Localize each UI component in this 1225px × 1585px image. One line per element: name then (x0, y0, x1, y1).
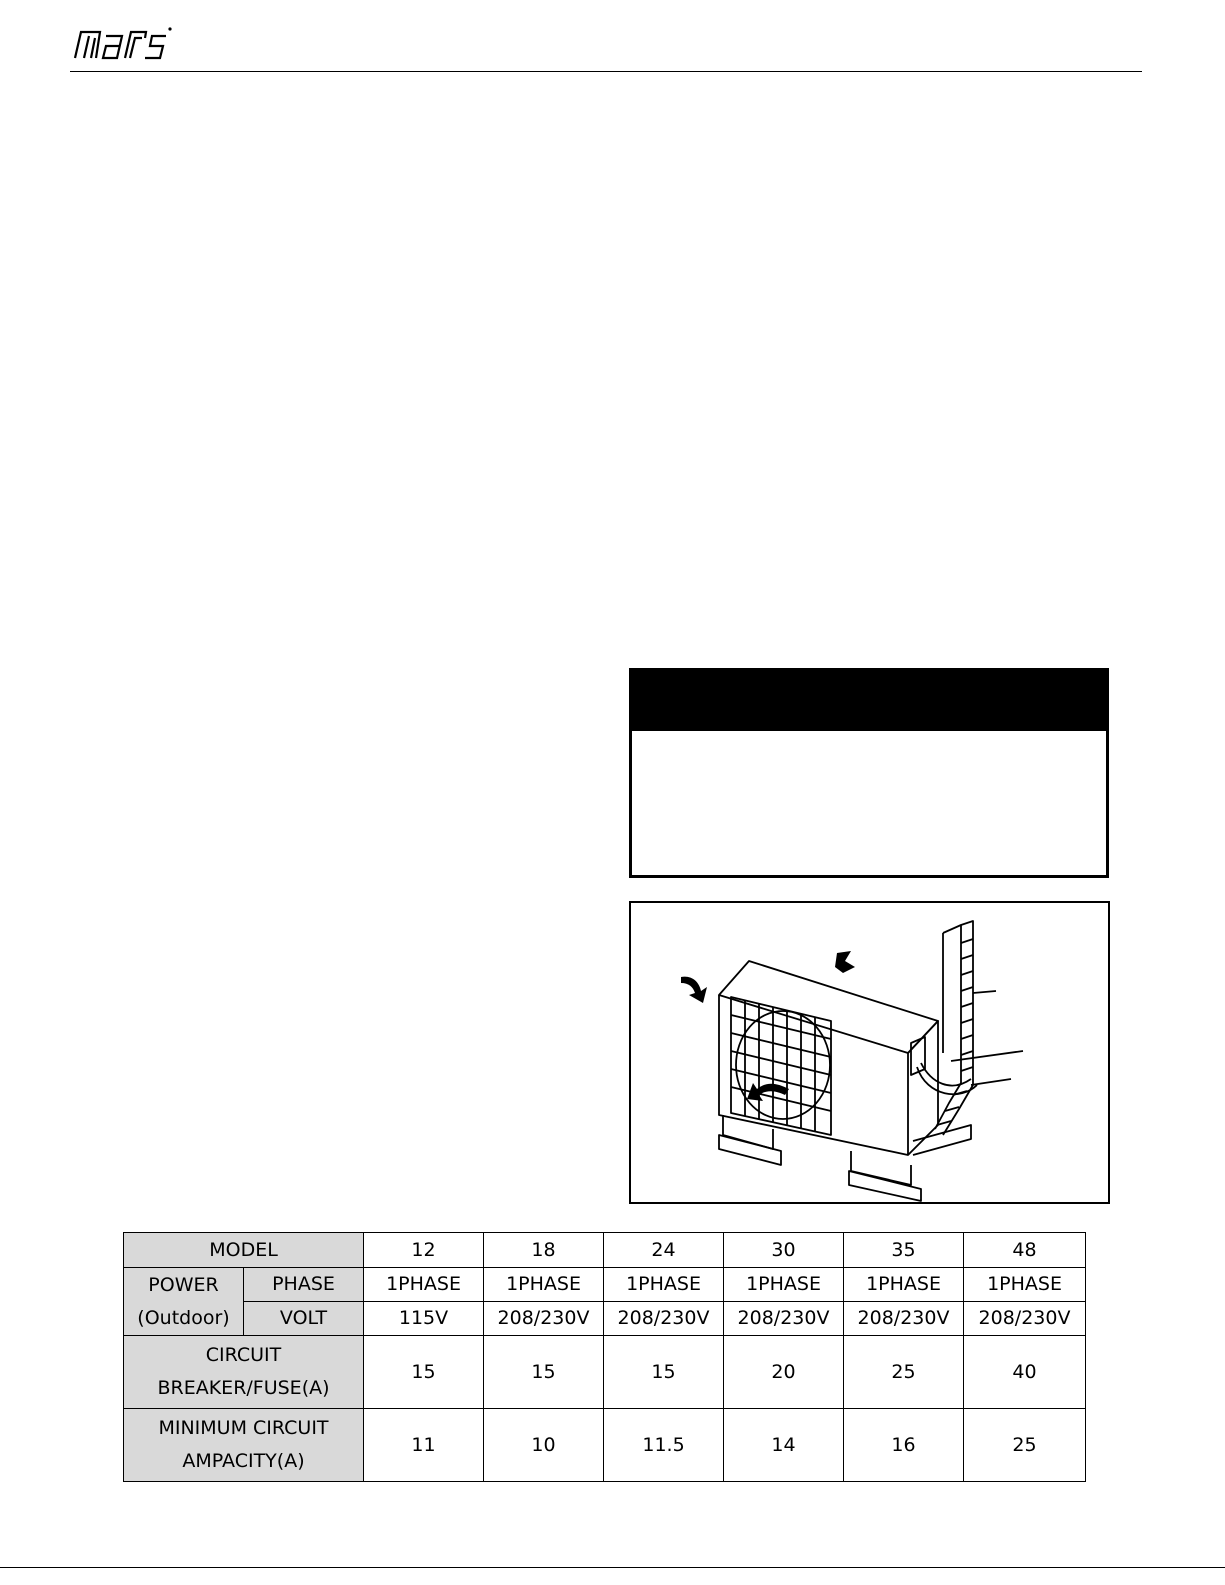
warning-box (629, 668, 1109, 878)
power-label-line2: (Outdoor) (137, 1306, 230, 1329)
model-cell: 48 (964, 1233, 1086, 1268)
breaker-label-line1: CIRCUIT (205, 1344, 282, 1366)
model-cell: 24 (604, 1233, 724, 1268)
volt-cell: 208/230V (724, 1302, 844, 1336)
volt-cell: 208/230V (844, 1302, 964, 1336)
mca-cell: 14 (724, 1409, 844, 1482)
breaker-cell: 15 (484, 1336, 604, 1409)
table-row (124, 1233, 1086, 1268)
header-rule (70, 71, 1142, 72)
power-label-line1: POWER (148, 1273, 219, 1296)
breaker-label-line2: BREAKER/FUSE(A) (157, 1377, 330, 1399)
mca-cell: 11.5 (604, 1409, 724, 1482)
volt-cell: 208/230V (964, 1302, 1086, 1336)
table-row (124, 1302, 1086, 1336)
breaker-cell: 15 (604, 1336, 724, 1409)
model-cell: 12 (364, 1233, 484, 1268)
phase-cell: 1PHASE (484, 1268, 604, 1302)
volt-cell: 208/230V (604, 1302, 724, 1336)
model-cell: 18 (484, 1233, 604, 1268)
breaker-cell: 40 (964, 1336, 1086, 1409)
volt-cell: 208/230V (484, 1302, 604, 1336)
volt-cell: 115V (364, 1302, 484, 1336)
mca-cell: 16 (844, 1409, 964, 1482)
warning-header (632, 671, 1106, 731)
phase-cell: 1PHASE (964, 1268, 1086, 1302)
breaker-cell: 25 (844, 1336, 964, 1409)
mca-label-line2: AMPACITY(A) (182, 1450, 305, 1472)
model-label: MODEL (124, 1233, 364, 1268)
outdoor-unit-illustration-icon (631, 903, 1108, 1202)
breaker-cell: 20 (724, 1336, 844, 1409)
breaker-label (124, 1336, 364, 1409)
volt-label: VOLT (244, 1302, 364, 1336)
phase-label: PHASE (244, 1268, 364, 1302)
model-cell: 30 (724, 1233, 844, 1268)
power-label (124, 1268, 244, 1336)
mars-logo (70, 24, 174, 64)
table-row (124, 1409, 1086, 1482)
phase-cell: 1PHASE (604, 1268, 724, 1302)
table-row (124, 1268, 1086, 1302)
phase-cell: 1PHASE (844, 1268, 964, 1302)
mca-cell: 11 (364, 1409, 484, 1482)
model-cell: 35 (844, 1233, 964, 1268)
breaker-cell: 15 (364, 1336, 484, 1409)
footer-rule (0, 1567, 1225, 1568)
mca-cell: 25 (964, 1409, 1086, 1482)
mca-label-line1: MINIMUM CIRCUIT (158, 1417, 329, 1439)
warning-body (632, 731, 1106, 875)
phase-cell: 1PHASE (724, 1268, 844, 1302)
electrical-spec-table (123, 1232, 1086, 1482)
phase-cell: 1PHASE (364, 1268, 484, 1302)
mca-label (124, 1409, 364, 1482)
mca-cell: 10 (484, 1409, 604, 1482)
table-row (124, 1336, 1086, 1409)
outdoor-unit-figure (629, 901, 1110, 1204)
